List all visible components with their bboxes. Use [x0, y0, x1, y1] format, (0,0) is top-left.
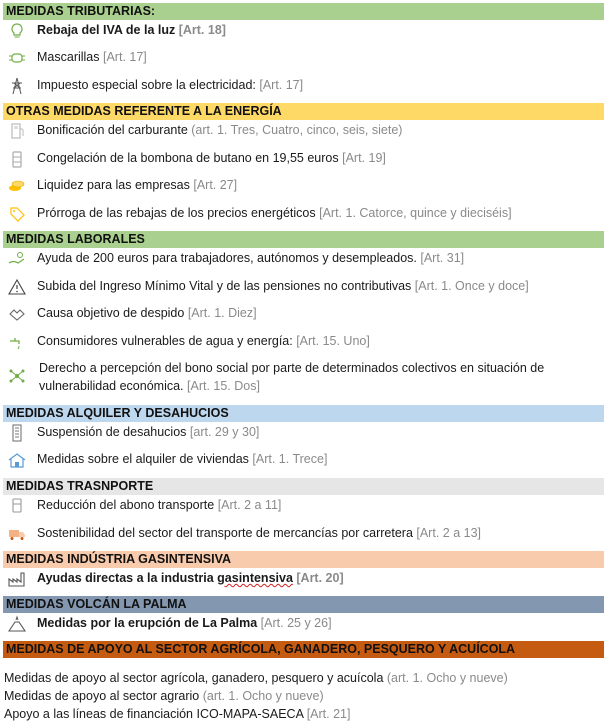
- item-ref: [Art. 1. Trece]: [252, 452, 328, 466]
- truck-icon: [7, 525, 27, 543]
- item-text: Subida del Ingreso Mínimo Vital y de las pensiones no contributivas: [37, 279, 415, 293]
- item-text: Apoyo a las líneas de financiación ICO-MAPA-SAECA: [4, 707, 307, 721]
- handshake-icon: [7, 305, 27, 323]
- factory-icon: [7, 570, 27, 588]
- item-ref: [Art. 2 a 11]: [217, 498, 282, 512]
- item-ref: [art. 29 y 30]: [189, 425, 260, 439]
- item-ref: [Art. 1. Once y doce]: [414, 279, 529, 293]
- item-ref: [Art. 15. Dos]: [187, 379, 260, 393]
- item-text: Medidas de apoyo al sector agrario: [4, 689, 203, 703]
- item-text: Prórroga de las rebajas de los precios energéticos: [37, 206, 320, 220]
- item-text: Medidas sobre el alquiler de viviendas: [37, 452, 253, 466]
- water-tap-icon: [7, 333, 27, 351]
- hand-money-icon: [7, 250, 27, 268]
- item-ref: [Art. 17]: [103, 50, 147, 64]
- item-ref: [Art. 18]: [178, 23, 226, 37]
- lightbulb-icon: [7, 22, 27, 40]
- item-text: Mascarillas: [37, 50, 103, 64]
- section-header-alquiler: MEDIDAS ALQUILER Y DESAHUCIOS: [3, 405, 604, 422]
- network-icon: [7, 367, 27, 385]
- building-icon: [7, 424, 27, 442]
- section-header-palma: MEDIDAS VOLCÁN LA PALMA: [3, 596, 604, 613]
- section-header-gasintensiva: MEDIDAS INDÚSTRIA GASINTENSIVA: [3, 551, 604, 568]
- volcano-icon: [7, 615, 27, 633]
- item-text: Rebaja del IVA de la luz: [37, 23, 179, 37]
- item-text: Derecho a percepción del bono social por parte de determinados colectivos en situación de: [39, 361, 545, 375]
- item-ref: [Art. 20]: [292, 571, 344, 585]
- item-text: Reducción del abono transporte: [37, 498, 218, 512]
- item-text-line2: vulnerabilidad económica.: [39, 379, 188, 393]
- item-text: Bonificación del carburante: [37, 123, 192, 137]
- item-text: Congelación de la bombona de butano en 19,55 euros: [37, 151, 343, 165]
- bus-icon: [7, 497, 27, 515]
- section-header-tributarias: MEDIDAS TRIBUTARIAS:: [3, 3, 604, 20]
- item-text: Sostenibilidad del sector del transporte de mercancías por carretera: [37, 526, 417, 540]
- item-ref: (art. 1. Ocho y nueve): [386, 671, 508, 685]
- coins-icon: [7, 177, 27, 195]
- item-text: Medidas por la erupción de La Palma: [37, 616, 261, 630]
- item-text: Liquidez para las empresas: [37, 178, 194, 192]
- item-ref: [Art. 1. Catorce, quince y dieciséis]: [319, 206, 512, 220]
- item-ref: [Art. 1. Diez]: [187, 306, 257, 320]
- section-header-energia: OTRAS MEDIDAS REFERENTE A LA ENERGÍA: [3, 103, 604, 120]
- warning-icon: [7, 278, 27, 296]
- item-text-misspelled: gasintensiva: [217, 571, 293, 585]
- item-text: Impuesto especial sobre la electricidad:: [37, 78, 260, 92]
- list-item: [4, 705, 350, 723]
- item-ref: [Art. 27]: [193, 178, 238, 192]
- item-text: Ayuda de 200 euros para trabajadores, autónomos y desempleados.: [37, 251, 421, 265]
- list-item: [3, 359, 604, 395]
- item-ref: [Art. 2 a 13]: [416, 526, 481, 540]
- item-text: Consumidores vulnerables de agua y energía:: [37, 334, 297, 348]
- mask-icon: [7, 49, 27, 67]
- section-header-transporte: MEDIDAS TRASNPORTE: [3, 478, 604, 495]
- item-ref: [Art. 21]: [306, 707, 351, 721]
- item-ref: [Art. 17]: [259, 78, 304, 92]
- item-text: Causa objetivo de despido: [37, 306, 188, 320]
- fuel-pump-icon: [7, 122, 27, 140]
- list-item: [4, 687, 324, 705]
- item-ref: [Art. 15. Uno]: [296, 334, 370, 348]
- section-header-agricola: MEDIDAS DE APOYO AL SECTOR AGRÍCOLA, GANADERO, PESQUERO Y ACUÍCOLA: [3, 641, 604, 658]
- section-header-laborales: MEDIDAS LABORALES: [3, 231, 604, 248]
- item-ref: [Art. 25 y 26]: [260, 616, 332, 630]
- item-ref: [Art. 31]: [420, 251, 465, 265]
- item-ref: (art. 1. Tres, Cuatro, cinco, seis, siete): [191, 123, 403, 137]
- item-text: Ayudas directas a la industria: [37, 571, 218, 585]
- item-ref: [Art. 19]: [342, 151, 386, 165]
- item-ref: (art. 1. Ocho y nueve): [202, 689, 324, 703]
- price-tag-icon: [7, 205, 27, 223]
- list-item: [4, 669, 508, 687]
- house-icon: [7, 451, 27, 469]
- item-text: Medidas de apoyo al sector agrícola, ganadero, pesquero y acuícola: [4, 671, 387, 685]
- power-tower-icon: [7, 77, 27, 95]
- item-text: Suspensión de desahucios: [37, 425, 190, 439]
- gas-cylinder-icon: [7, 150, 27, 168]
